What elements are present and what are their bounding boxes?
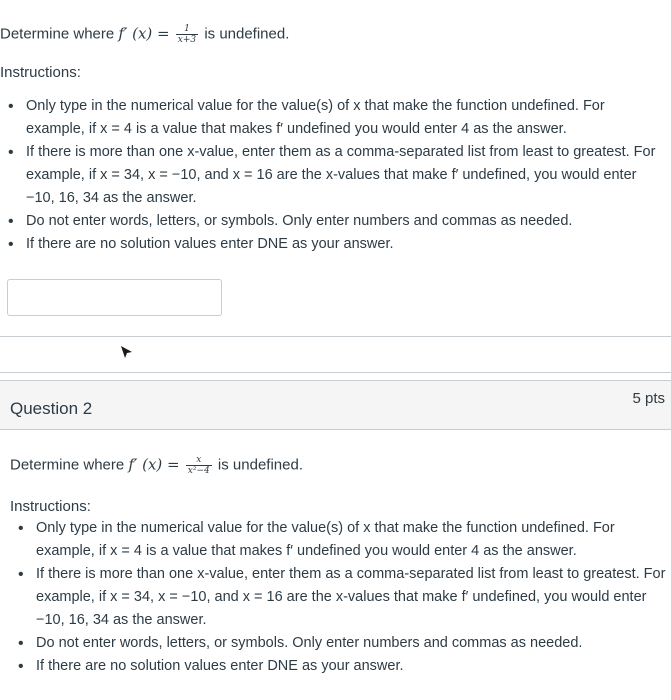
question1-instructions-title: Instructions: — [0, 64, 81, 81]
question1-answer-input[interactable] — [7, 279, 222, 316]
instruction-item: • Only type in the numerical value for the value(s) of x that make the function undefined. For example, if x = 4 is a value that makes f′ undefined you would enter 4 as the answer. — [0, 95, 662, 141]
instruction-item: • If there are no solution values enter DNE as your answer. — [10, 655, 666, 678]
section-divider — [0, 372, 671, 373]
question2-fraction: $\frac{x}{\text{x²−4}}$ — [187, 455, 210, 476]
question1-fraction: $\frac{1}{x+3}$ — [177, 24, 197, 45]
question1-prompt: Determine where f′ (x) = $\frac{1}{x+3}$ is undefined. — [0, 24, 290, 45]
instruction-item: • If there are no solution values enter DNE as your answer. — [0, 233, 662, 256]
question2-instructions-list — [10, 517, 666, 678]
section-divider — [0, 336, 671, 337]
question2-prompt: Determine where f′ (x) = $\frac{x}{\text{x²−4}}$ is undefined. — [10, 455, 303, 476]
instruction-item: • Do not enter words, letters, or symbols. Only enter numbers and commas as needed. — [0, 210, 662, 233]
question2-points: 5 pts — [632, 390, 665, 407]
question2-header — [0, 380, 671, 430]
question2-title: Question 2 — [10, 399, 93, 418]
instruction-item: • If there is more than one x-value, enter them as a comma-separated list from least to greatest. For example, if x = 34, x = −10, and x = 16 are the x-values that make f′ undefined, you would enter −10, 16, 34 as the answer. — [0, 141, 662, 210]
question1-instructions-list — [0, 95, 662, 256]
instruction-item: • If there is more than one x-value, enter them as a comma-separated list from least to greatest. For example, if x = 34, x = −10, and x = 16 are the x-values that make f′ undefined, you would enter −10, 16, 34 as the answer. — [10, 563, 666, 632]
question2-instructions-title: Instructions: — [10, 498, 91, 515]
instruction-item: • Only type in the numerical value for the value(s) of x that make the function undefined. For example, if x = 4 is a value that makes f′ undefined you would enter 4 as the answer. — [10, 517, 666, 563]
mouse-cursor-icon — [120, 345, 134, 361]
instruction-item: • Do not enter words, letters, or symbols. Only enter numbers and commas as needed. — [10, 632, 666, 655]
